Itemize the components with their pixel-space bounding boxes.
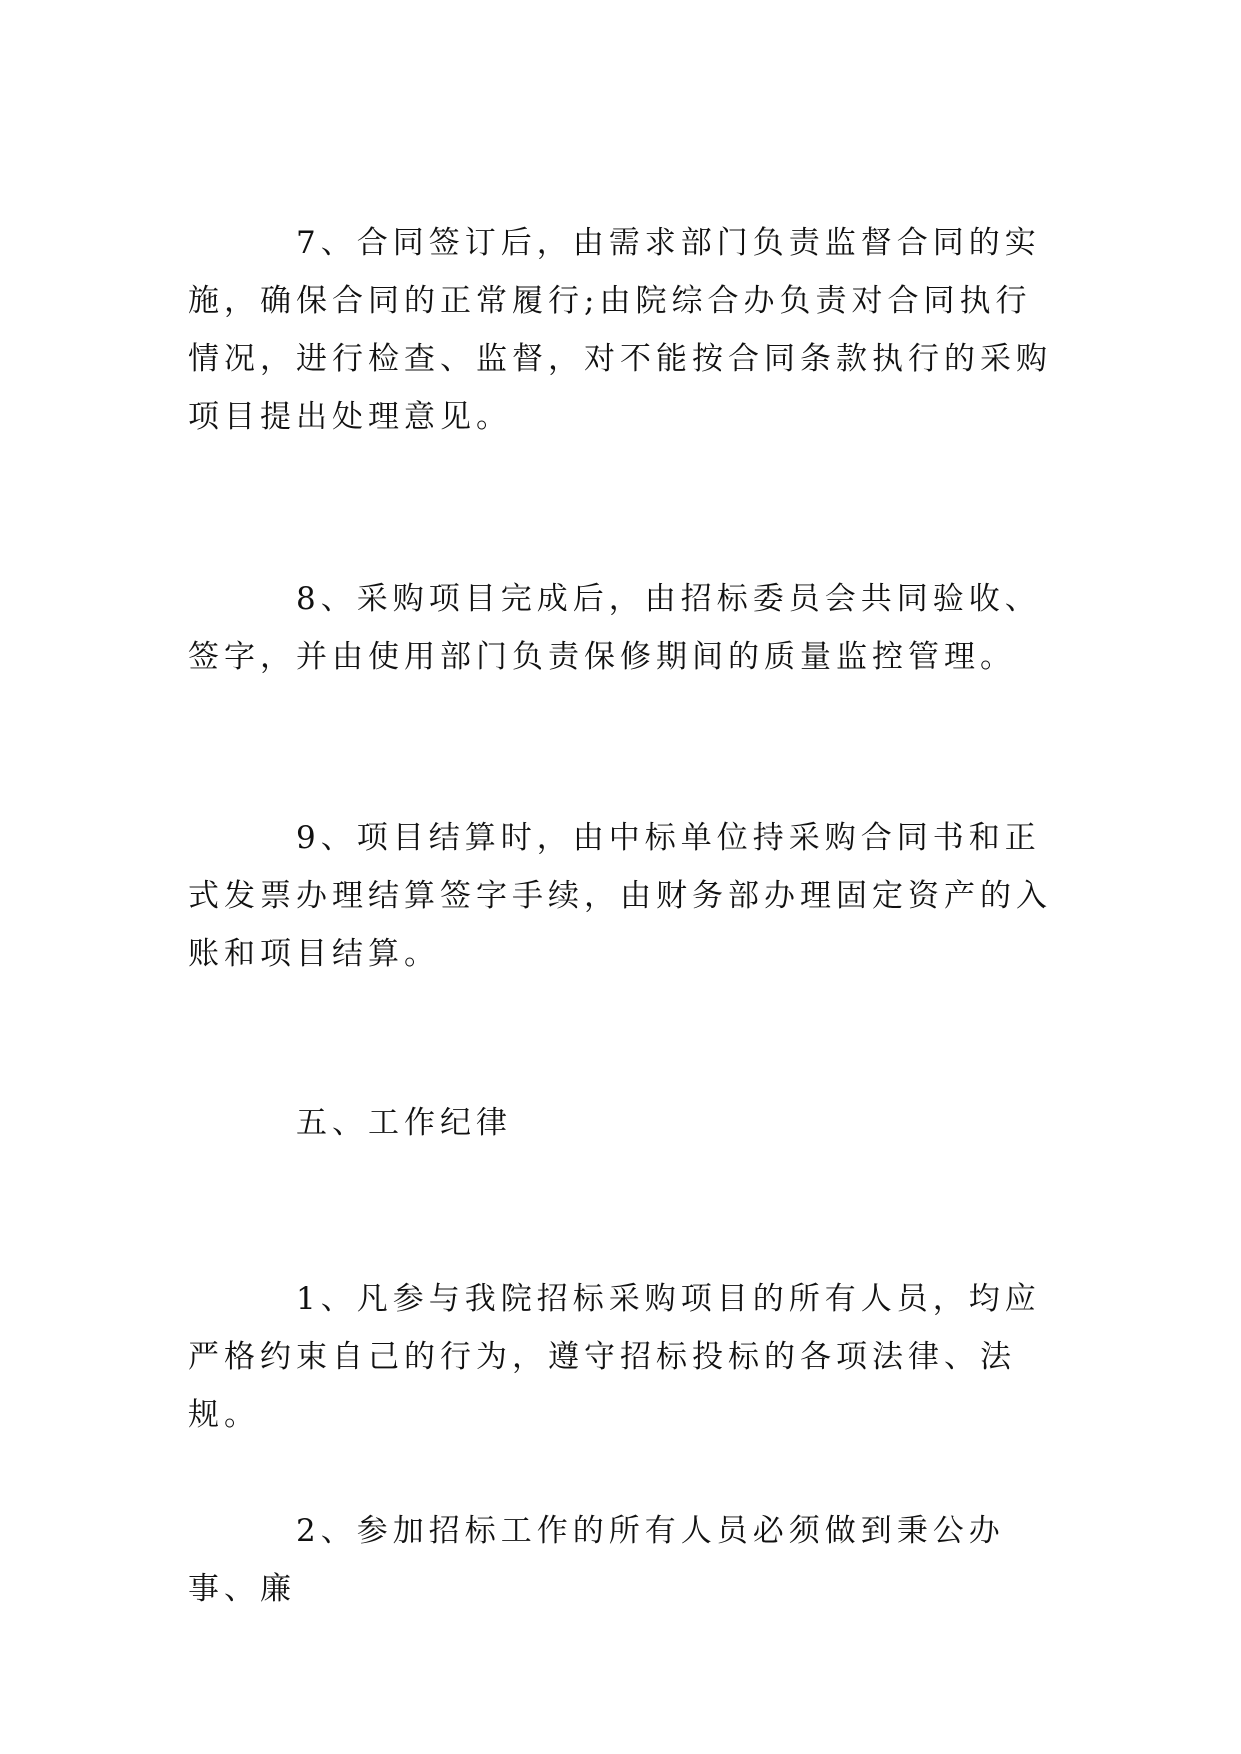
paragraph-discipline-rule-1: 1、凡参与我院招标采购项目的所有人员，均应严格约束自己的行为，遵守招标投标的各项法律、法规。 [188,1281,1041,1433]
paragraph-discipline-rule-2: 2、参加招标工作的所有人员必须做到秉公办事、廉 [188,1513,1005,1607]
paragraph-project-settlement: 9、项目结算时，由中标单位持采购合同书和正式发票办理结算签字手续，由财务部办理固定资产的入账和项目结算。 [188,820,1052,972]
paragraph-project-acceptance: 8、采购项目完成后，由招标委员会共同验收、签字，并由使用部门负责保修期间的质量监控管理。 [188,581,1041,675]
paragraph-contract-supervision: 7、合同签订后，由需求部门负责监督合同的实施，确保合同的正常履行;由院综合办负责对合同执行情况，进行检查、监督，对不能按合同条款执行的采购项目提出处理意见。 [188,225,1052,435]
section-heading-work-discipline: 五、工作纪律 [296,1105,512,1141]
